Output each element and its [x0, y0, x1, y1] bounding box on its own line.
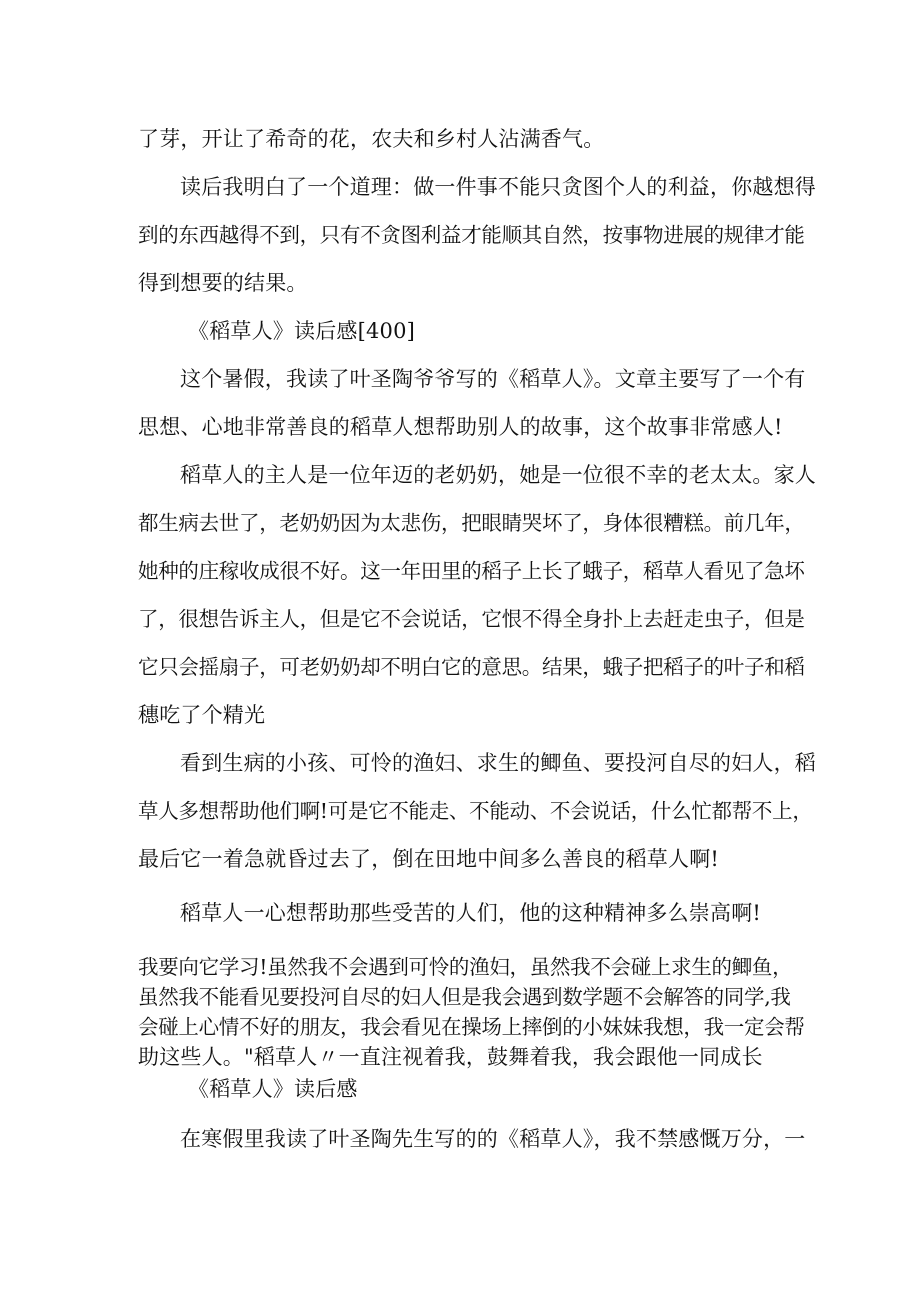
paragraph-line: 我要向它学习!虽然我不会遇到可怜的渔妇，虽然我不会碰上求生的鲫鱼，	[138, 955, 793, 979]
paragraph-line: 稻草人的主人是一位年迈的老奶奶，她是一位很不幸的老太太。家人	[180, 463, 816, 487]
paragraph-line: 都生病去世了，老奶奶因为太悲伤，把眼睛哭坏了，身体很糟糕。前几年，	[138, 511, 805, 535]
paragraph-line: 思想、心地非常善良的稻草人想帮助别人的故事，这个故事非常感人!	[138, 415, 783, 439]
paragraph-line: 助这些人。"稻草人〃一直注视着我，鼓舞着我，我会跟他一同成长	[138, 1045, 763, 1069]
paragraph-line: 看到生病的小孩、可怜的渔妇、求生的鲫鱼、要投河自尽的妇人，稻	[180, 751, 816, 775]
paragraph-line: 她种的庄稼收成很不好。这一年田里的稻子上长了蛾子，稻草人看见了急坏	[138, 559, 805, 583]
paragraph-line: 草人多想帮助他们啊!可是它不能走、不能动、不会说话，什么忙都帮不上，	[138, 799, 813, 823]
paragraph-line: 了芽，开让了希奇的花，农夫和乡村人沾满香气。	[138, 127, 605, 151]
section-heading: 《稻草人》读后感	[188, 1077, 358, 1101]
paragraph-line: 到的东西越得不到，只有不贪图利益才能顺其自然，按事物进展的规律才能	[138, 223, 805, 247]
paragraph-line: 得到想要的结果。	[138, 271, 308, 295]
paragraph-line: 在寒假里我读了叶圣陶先生写的的《稻草人》，我不禁感慨万分，一	[180, 1127, 806, 1151]
paragraph-line: 会碰上心情不好的朋友，我会看见在操场上摔倒的小妹妹我想，我一定会帮	[138, 1015, 805, 1039]
section-heading: 《稻草人》读后感[400]	[188, 319, 416, 343]
paragraph-line: 最后它一着急就昏过去了，倒在田地中间多么善良的稻草人啊!	[138, 847, 720, 871]
paragraph-line: 虽然我不能看见要投河自尽的妇人但是我会遇到数学题不会解答的同学,我	[138, 985, 791, 1009]
paragraph-line: 这个暑假，我读了叶圣陶爷爷写的《稻草人》。文章主要写了一个有	[180, 367, 806, 391]
paragraph-line: 穗吃了个精光	[138, 703, 266, 727]
paragraph-line: 读后我明白了一个道理：做一件事不能只贪图个人的利益，你越想得	[180, 175, 816, 199]
paragraph-line: 了，很想告诉主人，但是它不会说话，它恨不得全身扑上去赶走虫子，但是	[138, 607, 805, 631]
paragraph-line: 它只会摇扇子，可老奶奶却不明白它的意思。结果，蛾子把稻子的叶子和稻	[138, 655, 805, 679]
paragraph-line: 稻草人一心想帮助那些受苦的人们，他的这种精神多么崇高啊!	[180, 901, 762, 925]
